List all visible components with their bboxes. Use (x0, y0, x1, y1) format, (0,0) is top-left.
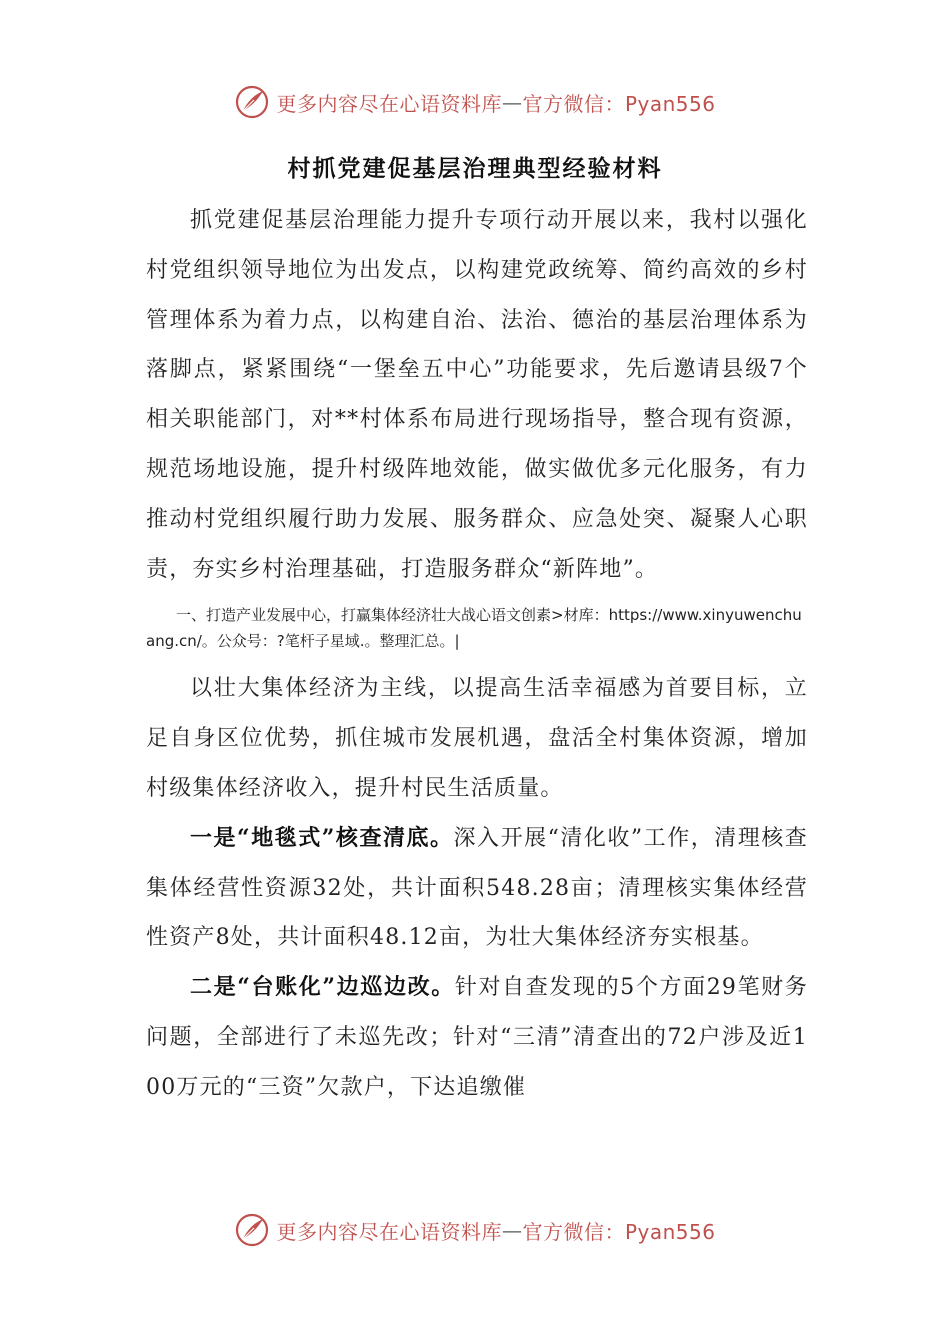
banner-wechat: 官方微信：Pyan556 (522, 91, 716, 116)
banner-text: 更多内容尽在心语资料库 (276, 91, 502, 116)
page-title: 村抓党建促基层治理典型经验材料 (287, 155, 663, 182)
footer-banner (0, 1210, 950, 1250)
point-one-lead: 一是“地毯式”核查清底。 (190, 824, 454, 851)
banner-wechat: 官方微信：Pyan556 (522, 1219, 716, 1244)
point-one-body: 深入开展“清化收”工作，清理核查集体经营性资源32处，共计面积548.28亩；清理核实集体经营性资产8处，共计面积48.12亩，为壮大集体经济夯实根基。 (146, 825, 808, 951)
document-body (146, 196, 808, 1113)
intro-paragraph: 抓党建促基层治理能力提升专项行动开展以来，我村以强化村党组织领导地位为出发点，以构建党政统筹、简约高效的乡村管理体系为着力点，以构建自治、法治、德治的基层治理体系为落脚点，紧紧围绕“一堡垒五中心”功能要求，先后邀请县级7个相关职能部门，对**村体系布局进行现场指导，整合现有资源，规范场地设施，提升村级阵地效能，做实做优多元化服务，有力推动村党组织履行助力发展、服务群众、应急处突、凝聚人心职责，夯实乡村治理基础，打造服务群众“新阵地”。 (146, 208, 808, 582)
banner-separator: — (501, 90, 523, 114)
quill-logo-icon (234, 84, 270, 120)
section-summary-paragraph: 以壮大集体经济为主线，以提高生活幸福感为首要目标，立足自身区位优势，抓住城市发展机遇，盘活全村集体资源，增加村级集体经济收入，提升村民生活质量。 (146, 676, 808, 801)
point-two-lead: 二是“台账化”边巡边改。 (190, 974, 455, 1001)
point-one-paragraph (146, 814, 808, 963)
quill-logo-icon (234, 1212, 270, 1248)
banner-text: 更多内容尽在心语资料库 (276, 1219, 502, 1244)
banner-separator: — (501, 1218, 523, 1242)
point-two-body: 针对自查发现的5个方面29笔财务问题，全部进行了未巡先改；针对“三清”清查出的72户涉及近100万元的“三资”欠款户，下达追缴催 (146, 975, 808, 1100)
header-banner (0, 82, 950, 122)
section-heading-note: 一、打造产业发展中心，打赢集体经济壮大战心语文创素>材库：https://www.xinyuwenchuang.cn/。公众号：?笔杆子星域.。整理汇总。| (146, 606, 802, 651)
point-two-paragraph (146, 963, 808, 1112)
